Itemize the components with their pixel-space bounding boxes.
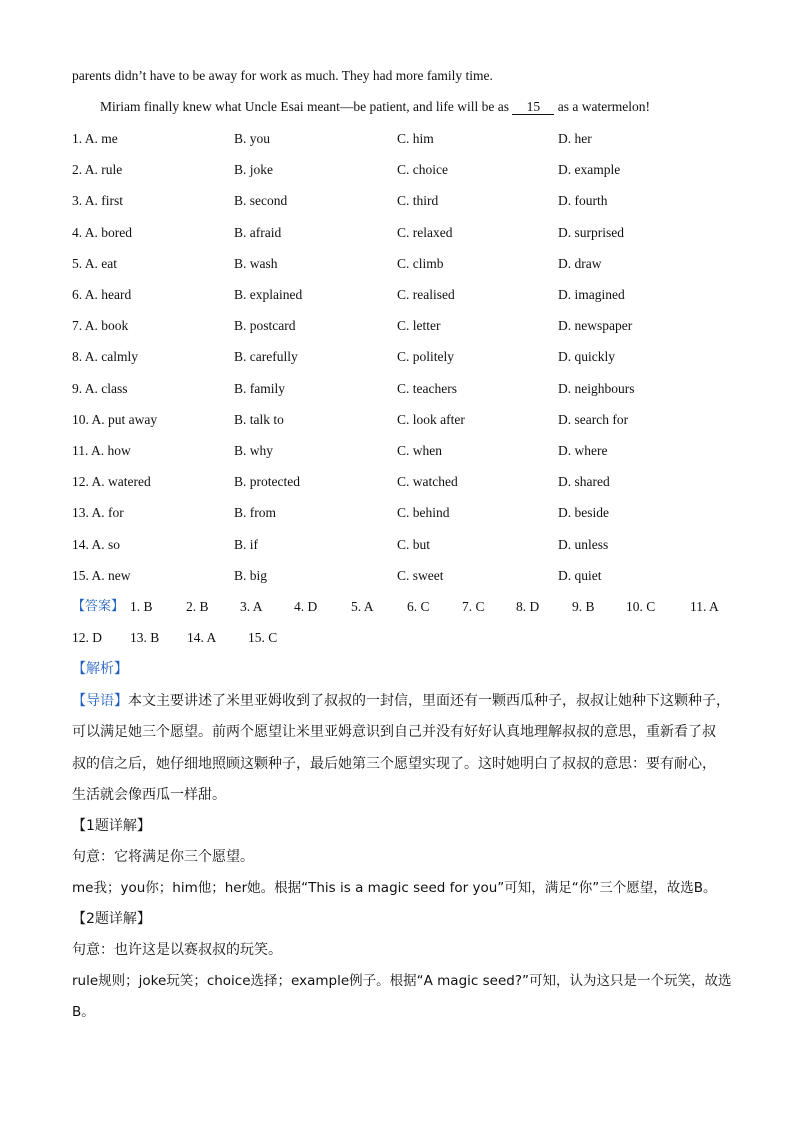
- option-item: D. neighbours: [558, 380, 635, 396]
- option-item: 14. A. so: [72, 536, 121, 552]
- option-item: D. unless: [558, 536, 609, 552]
- q1-meaning: 句意：它将满足你三个愿望。: [72, 849, 254, 865]
- option-row: [72, 348, 732, 366]
- guide-line-1: [72, 691, 730, 711]
- passage-line-2: [100, 98, 650, 116]
- option-item: D. her: [558, 131, 592, 146]
- option-row: [72, 504, 732, 522]
- option-item: 9. A. class: [72, 380, 128, 396]
- option-item: 5. A. eat: [72, 255, 117, 271]
- answer-item: 3. A: [240, 599, 263, 614]
- option-item: 10. A. put away: [72, 411, 158, 427]
- answer-item: 2. B: [186, 599, 209, 614]
- option-item: B. joke: [234, 162, 273, 178]
- option-item: C. third: [397, 193, 439, 209]
- option-item: 15. A. new: [72, 567, 131, 583]
- option-item: C. choice: [397, 162, 448, 178]
- option-row: [72, 224, 732, 242]
- option-item: B. talk to: [234, 411, 284, 427]
- answer-row-1: [72, 598, 732, 616]
- option-item: D. newspaper: [558, 318, 633, 334]
- option-item: B. afraid: [234, 224, 282, 240]
- option-item: 2. A. rule: [72, 162, 123, 178]
- passage-line-2-start: Miriam finally knew what Uncle Esai meant—be patient, and life will be as: [100, 99, 513, 114]
- option-item: C. politely: [397, 349, 454, 365]
- answer-label: 【答案】: [72, 599, 125, 614]
- option-item: D. quiet: [558, 567, 602, 583]
- answer-item: 4. D: [294, 599, 318, 614]
- answer-item: 5. A: [351, 599, 374, 614]
- option-item: C. teachers: [397, 380, 457, 396]
- q1-heading: 【1题详解】: [72, 818, 151, 834]
- answer-item: 7. C: [462, 599, 485, 614]
- option-item: C. watched: [397, 474, 458, 490]
- guide-line-3: 叔的信之后，她仔细地照顾这颗种子，最后她第三个愿望实现了。这时她明白了叔叔的意思：要有耐心，: [72, 756, 716, 772]
- option-item: 8. A. calmly: [72, 349, 138, 365]
- option-item: D. imagined: [558, 287, 625, 302]
- option-item: 11. A. how: [72, 443, 131, 458]
- option-item: B. if: [234, 536, 259, 552]
- option-item: C. relaxed: [397, 224, 453, 240]
- option-item: B. explained: [234, 287, 303, 302]
- q2-meaning: 句意：也许这是以赛叔叔的玩笑。: [72, 942, 282, 958]
- option-item: B. carefully: [234, 349, 298, 365]
- q1-detail: me我；you你；him他；her她。根据“This is a magic seed for you”可知，满足“你”三个愿望，故选B。: [72, 880, 717, 896]
- option-item: 4. A. bored: [72, 224, 132, 240]
- option-row: [72, 411, 732, 429]
- answer-item: 10. C: [626, 599, 656, 614]
- option-item: B. protected: [234, 474, 300, 490]
- answer-item: 11. A: [690, 599, 719, 614]
- option-item: B. postcard: [234, 318, 296, 334]
- option-row: [72, 317, 732, 335]
- option-item: B. second: [234, 193, 288, 209]
- option-item: C. sweet: [397, 567, 444, 583]
- option-item: C. letter: [397, 318, 441, 334]
- answer-item: 14. A: [187, 630, 217, 645]
- guide-text-1: 本文主要讲述了米里亚姆收到了叔叔的一封信，里面还有一颗西瓜种子，叔叔让她种下这颗种子，: [128, 693, 730, 709]
- option-item: B. you: [234, 131, 271, 146]
- option-item: D. where: [558, 443, 608, 458]
- option-item: D. shared: [558, 474, 610, 490]
- guide-line-4: 生活就会像西瓜一样甜。: [72, 787, 226, 803]
- option-item: B. wash: [234, 255, 278, 271]
- option-row: [72, 286, 732, 304]
- option-row: [72, 442, 732, 460]
- option-row: [72, 130, 732, 148]
- option-item: B. big: [234, 567, 268, 583]
- answer-item: 12. D: [72, 630, 102, 645]
- option-row: [72, 192, 732, 210]
- option-item: D. example: [558, 162, 621, 178]
- answer-row-2: [72, 629, 732, 647]
- option-row: [72, 380, 732, 398]
- option-item: D. quickly: [558, 349, 615, 365]
- q2-detail-line-1: rule规则；joke玩笑；choice选择；example例子。根据“A magic seed?”可知，认为这只是一个玩笑，故选: [72, 973, 732, 989]
- option-row: [72, 536, 732, 554]
- option-item: 12. A. watered: [72, 474, 151, 490]
- passage-line-2-end: as a watermelon!: [554, 99, 650, 114]
- option-item: B. from: [234, 505, 276, 521]
- q2-heading: 【2题详解】: [72, 911, 151, 927]
- option-item: 13. A. for: [72, 505, 124, 521]
- option-item: D. beside: [558, 505, 609, 521]
- option-row: [72, 255, 732, 273]
- option-row: [72, 161, 732, 179]
- blank-15: 15: [512, 99, 554, 115]
- option-item: C. him: [397, 131, 434, 146]
- option-item: D. surprised: [558, 224, 624, 240]
- option-item: C. behind: [397, 505, 450, 521]
- option-item: D. search for: [558, 411, 629, 427]
- option-item: C. climb: [397, 255, 444, 271]
- option-item: 7. A. book: [72, 318, 129, 334]
- q2-detail-line-2: B。: [72, 1004, 95, 1020]
- guide-label: 【导语】: [72, 693, 128, 709]
- answer-item: 1. B: [130, 599, 153, 614]
- option-item: C. look after: [397, 411, 465, 427]
- analysis-heading: 【解析】: [72, 661, 128, 677]
- option-item: C. when: [397, 443, 442, 458]
- answer-item: 6. C: [407, 599, 430, 614]
- answer-item: 15. C: [248, 630, 278, 645]
- answer-item: 9. B: [572, 599, 595, 614]
- option-row: [72, 473, 732, 491]
- passage-line-1: parents didn’t have to be away for work as much. They had more family time.: [72, 68, 493, 83]
- option-item: C. realised: [397, 287, 455, 302]
- option-item: D. fourth: [558, 193, 608, 209]
- option-row: [72, 567, 732, 585]
- answer-item: 13. B: [130, 630, 160, 645]
- option-item: C. but: [397, 536, 431, 552]
- option-item: 3. A. first: [72, 193, 124, 209]
- option-item: B. family: [234, 380, 285, 396]
- guide-line-2: 可以满足她三个愿望。前两个愿望让米里亚姆意识到自己并没有好好认真地理解叔叔的意思，重新看了叔: [72, 724, 716, 740]
- option-item: D. draw: [558, 255, 602, 271]
- answer-item: 8. D: [516, 599, 540, 614]
- option-item: 6. A. heard: [72, 287, 132, 302]
- option-item: B. why: [234, 443, 274, 458]
- option-item: 1. A. me: [72, 131, 118, 146]
